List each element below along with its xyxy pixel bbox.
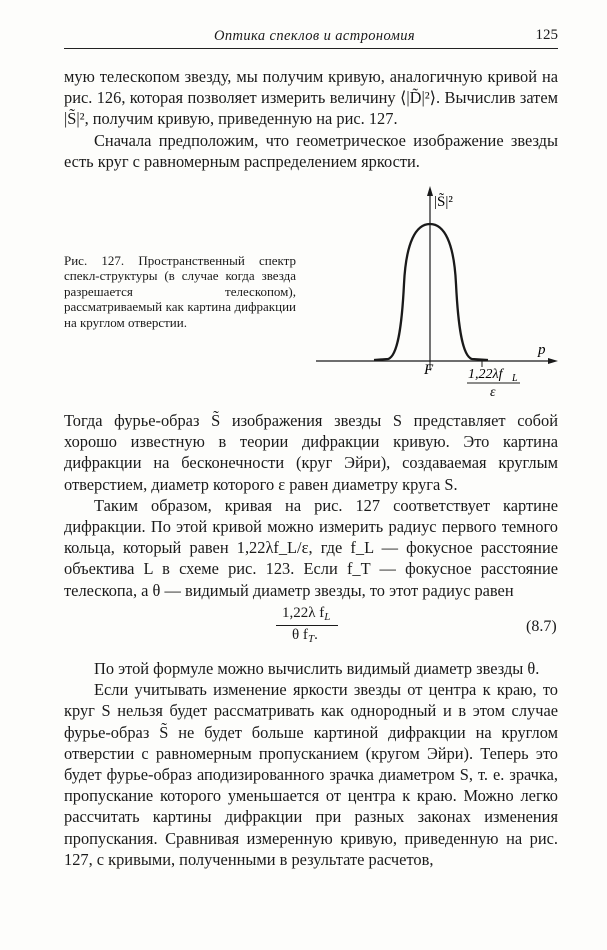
center-label: F — [424, 362, 434, 378]
tick-label-subscript: L — [512, 373, 518, 384]
airy-curve — [374, 224, 488, 360]
x-axis-arrow-icon — [548, 358, 558, 364]
y-axis-label: |S̃|² — [434, 194, 453, 210]
diffraction-figure — [312, 184, 562, 402]
formula-fraction-bar — [276, 625, 338, 626]
page-number: 125 — [535, 27, 558, 43]
paragraph: Сначала предположим, что геометрическое изображение звезды есть круг с равномерным распределением яркости. — [64, 130, 558, 171]
formula-denominator: θ $f_T$. — [292, 627, 318, 645]
formula-numerator: 1,22λ $f_L$ — [282, 605, 331, 623]
formula — [276, 603, 396, 649]
paragraph: По этой формуле можно вычислить видимый диаметр звезды θ. — [94, 659, 540, 678]
figure-caption: Рис. 127. Пространственный спектр спекл-структуры (в случае когда звезда разрешается телескопом), рассматриваемый как картина дифракции на круглом отверстии. — [64, 253, 296, 330]
equation-number: (8.7) — [526, 618, 557, 635]
page-header — [64, 26, 558, 49]
running-title: Оптика спеклов и астрономия — [214, 28, 416, 44]
y-axis-arrow-icon — [427, 186, 433, 196]
tick-label-numerator: 1,22λf — [468, 367, 503, 382]
paragraph: Таким образом, кривая на рис. 127 соответствует картине дифракции. По этой кривой можно измерить радиус первого темного кольца, который равен 1,22λf_L/ε, где f_L — фокусное расстояние объектива L в схеме рис. 123. Если f_T — фокусное расстояние телескопа, а θ — видимый диаметр звезды, то этот радиус равен — [64, 495, 558, 600]
text-block-bottom — [64, 658, 558, 870]
paragraph: Тогда фурье-образ S̃ изображения звезды S представляет собой хорошо известную в теории дифракции кривую. Это картина дифракции на бесконечности (круг Эйри), создаваемая круглым отверстием, диаметр которого ε равен диаметру круга S. — [64, 411, 558, 494]
text-block-middle — [64, 410, 558, 601]
x-axis-label: p — [538, 342, 546, 358]
tick-label-denominator: ε — [490, 385, 496, 400]
paragraph: Если учитывать изменение яркости звезды от центра к краю, то круг S нельзя будет рассматривать как однородный и в этом случае фурье-образ S̃ не будет больше картиной дифракции на круглом отверстии с равномерным пропусканием (кругом Эйри). Теперь это будет фурье-образ аподизированного зрачка диаметром S, т. е. зрачка, пропускание которого уменьшается от центра к краю. Можно легко рассчитать картины дифракции при разных законах изменения пропускания. Сравнивая измеренную кривую, приведенную на рис. 127, с кривыми, полученными в результате расчетов, — [64, 680, 558, 869]
paragraph: мую телескопом звезду, мы получим кривую, аналогичную кривой на рис. 126, которая позволяет измерить величину ⟨|D̃|²⟩. Вычислив затем |S̃|², получим кривую, приведенную на рис. 127. — [64, 67, 558, 129]
text-block-top — [64, 66, 558, 172]
